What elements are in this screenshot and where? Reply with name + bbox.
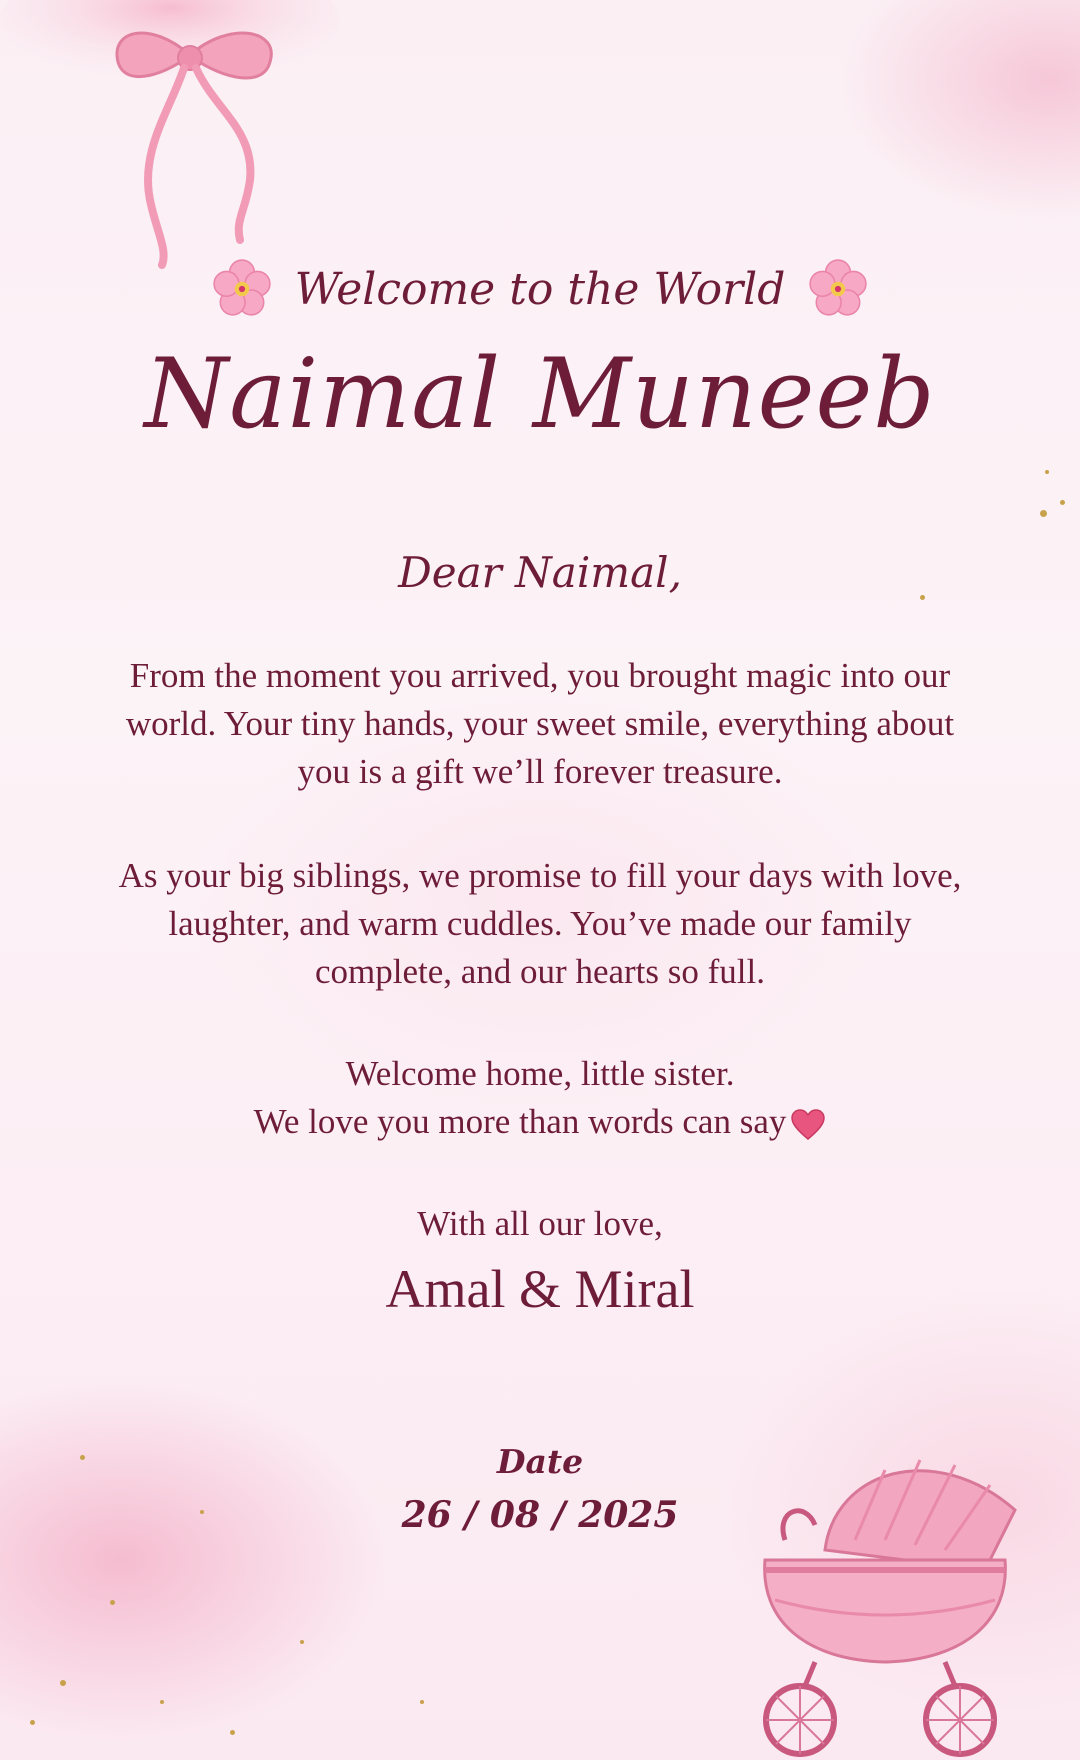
pink-blossom-icon — [211, 258, 273, 320]
paragraph-1-line: you is a gift we’ll forever treasure. — [297, 752, 783, 791]
paragraph-3 — [0, 1050, 1080, 1146]
date-label: Date — [496, 1442, 584, 1481]
sparkle-dot — [1045, 470, 1049, 474]
date-value: 26 / 08 / 2025 — [401, 1494, 679, 1536]
sparkle-dot — [300, 1640, 304, 1644]
salutation: Dear Naimal, — [398, 548, 682, 597]
welcome-heading: Welcome to the World — [294, 263, 786, 315]
paragraph-2-line: As your big siblings, we promise to fill your days with love, — [118, 856, 962, 895]
pink-bow-ribbon — [0, 0, 340, 270]
sparkle-dot — [1040, 510, 1047, 517]
paragraph-3-line-with-heart — [0, 1098, 1080, 1146]
heart-icon — [790, 1109, 826, 1141]
welcome-heading-row — [0, 258, 1080, 320]
sparkle-dot — [420, 1700, 424, 1704]
sparkle-dot — [230, 1730, 235, 1735]
pink-blossom-icon — [807, 258, 869, 320]
paragraph-3-line: Welcome home, little sister. — [345, 1054, 735, 1093]
closing: With all our love, — [417, 1204, 663, 1243]
sparkle-dot — [1060, 500, 1065, 505]
paragraph-1-line: world. Your tiny hands, your sweet smile, everything about — [125, 704, 955, 743]
signature: Amal & Miral — [385, 1259, 695, 1319]
sparkle-dot — [60, 1680, 66, 1686]
love-line-text: We love you more than words can say — [253, 1102, 787, 1141]
paragraph-2 — [0, 852, 1080, 996]
paragraph-1-line: From the moment you arrived, you brought magic into our — [129, 656, 951, 695]
sparkle-dot — [110, 1600, 115, 1605]
sparkle-dot — [30, 1720, 35, 1725]
paragraph-2-line: complete, and our hearts so full. — [314, 952, 765, 991]
paragraph-2-line: laughter, and warm cuddles. You’ve made our family — [168, 904, 912, 943]
sparkle-dot — [160, 1700, 164, 1704]
baby-name: Naimal Muneeb — [144, 338, 936, 450]
paragraph-1 — [0, 652, 1080, 796]
